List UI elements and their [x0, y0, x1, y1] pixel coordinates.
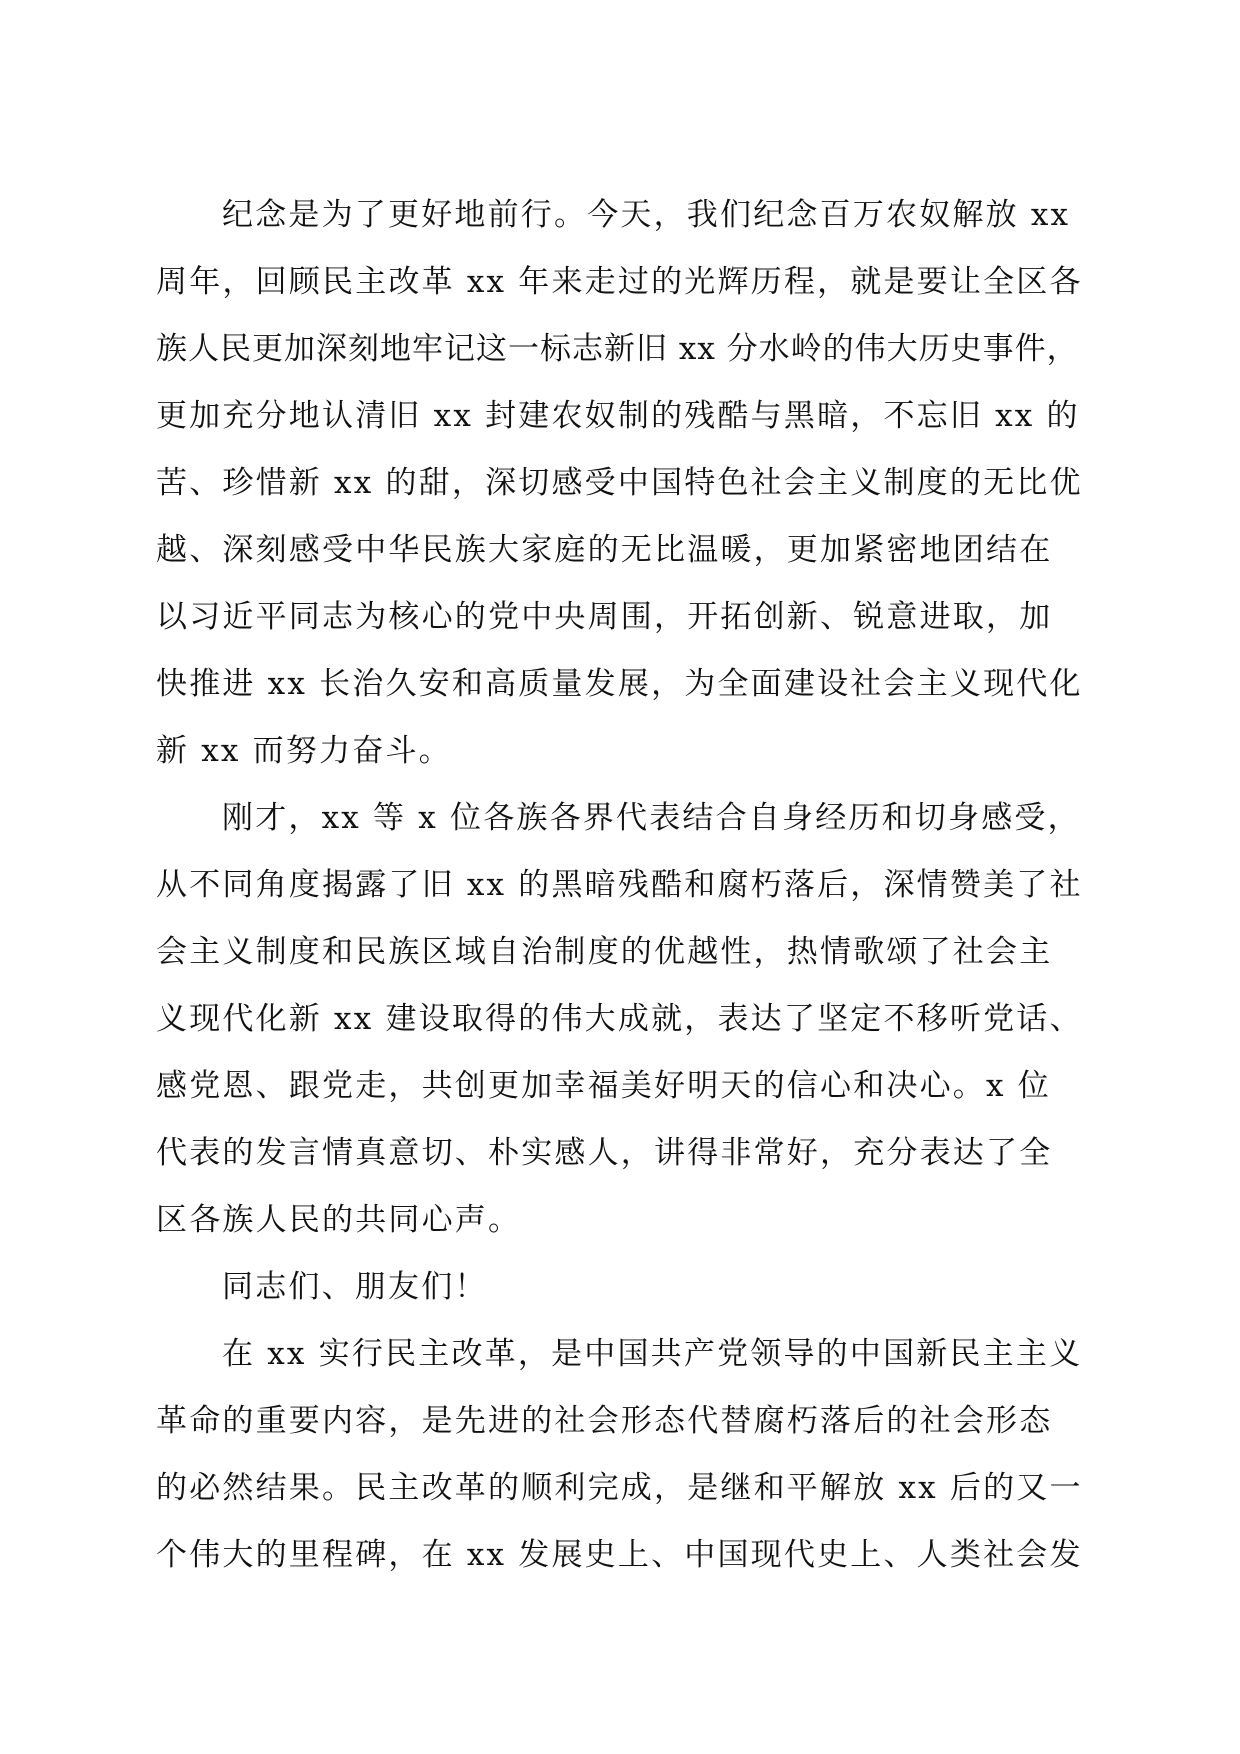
paragraph — [156, 1321, 1084, 1589]
document-body — [156, 182, 1084, 1589]
text-line: 同志们、朋友们！ — [222, 1269, 488, 1305]
text-line: 个伟大的里程碑，在 xx 发展史上、中国现代史上、人类社会发 — [156, 1537, 1083, 1573]
text-line: 新 xx 而努力奋斗。 — [156, 733, 452, 769]
text-line: 区各族人民的共同心声。 — [156, 1202, 522, 1238]
text-line: 越、深刻感受中华民族大家庭的无比温暖，更加紧密地团结在 — [156, 532, 1053, 568]
text-line: 周年，回顾民主改革 xx 年来走过的光辉历程，就是要让全区各 — [156, 264, 1083, 300]
text-line: 会主义制度和民族区域自治制度的优越性，热情歌颂了社会主 — [156, 934, 1053, 970]
text-line: 以习近平同志为核心的党中央周围，开拓创新、锐意进取，加 — [156, 599, 1053, 635]
text-line: 感党恩、跟党走，共创更加幸福美好明天的信心和决心。x 位 — [156, 1068, 1051, 1104]
text-line: 代表的发言情真意切、朴实感人，讲得非常好，充分表达了全 — [156, 1135, 1053, 1171]
text-line: 在 xx 实行民主改革，是中国共产党领导的中国新民主主义 — [222, 1336, 1083, 1372]
text-line: 纪念是为了更好地前行。今天，我们纪念百万农奴解放 xx — [222, 197, 1071, 233]
text-line: 的必然结果。民主改革的顺利完成，是继和平解放 xx 后的又一 — [156, 1470, 1083, 1506]
text-line: 苦、珍惜新 xx 的甜，深切感受中国特色社会主义制度的无比优 — [156, 465, 1083, 501]
text-line: 族人民更加深刻地牢记这一标志新旧 xx 分水岭的伟大历史事件， — [156, 331, 1079, 367]
text-line: 更加充分地认清旧 xx 封建农奴制的残酷与黑暗，不忘旧 xx 的 — [156, 398, 1080, 434]
text-line: 义现代化新 xx 建设取得的伟大成就，表达了坚定不移听党话、 — [156, 1001, 1083, 1037]
text-line: 革命的重要内容，是先进的社会形态代替腐朽落后的社会形态 — [156, 1403, 1053, 1439]
paragraph — [156, 785, 1084, 1254]
paragraph — [156, 182, 1084, 785]
paragraph — [156, 1254, 1084, 1321]
text-line: 刚才，xx 等 x 位各族各界代表结合自身经历和切身感受， — [222, 800, 1081, 836]
text-line: 从不同角度揭露了旧 xx 的黑暗残酷和腐朽落后，深情赞美了社 — [156, 867, 1083, 903]
text-line: 快推进 xx 长治久安和高质量发展，为全面建设社会主义现代化 — [156, 666, 1083, 702]
